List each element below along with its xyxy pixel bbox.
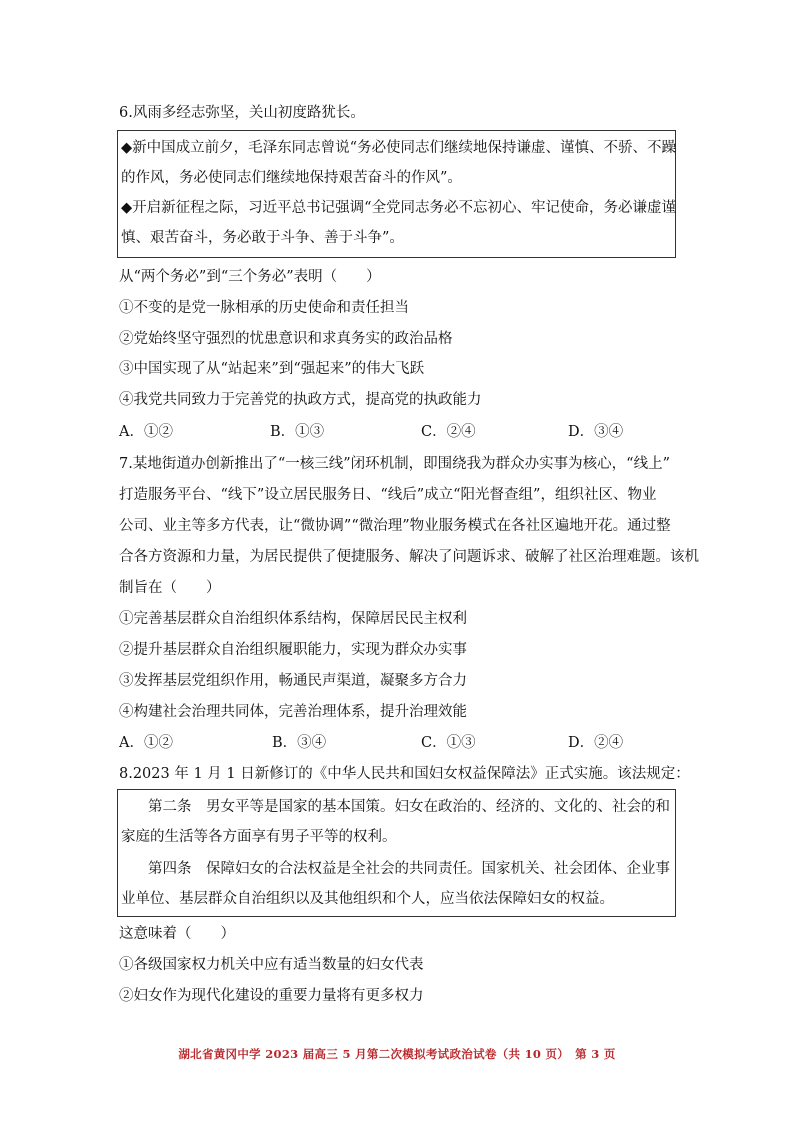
q7-item: ②提升基层群众自治组织履职能力，实现为群众办实事 [119, 642, 467, 658]
q8-box-line: 第四条 保障妇女的合法权益是全社会的共同责任。国家机关、社会团体、企业事 [148, 861, 670, 877]
q7-option-b[interactable]: B．③④ [272, 735, 327, 751]
q6-option-b[interactable]: B．①③ [270, 424, 325, 440]
q8-stem: 这意味着（ ） [119, 926, 235, 942]
q7-option-d[interactable]: D．②④ [568, 735, 624, 751]
q7-stem-line: 制旨在（ ） [119, 580, 221, 596]
q6-item: ②党始终坚守强烈的忧患意识和求真务实的政治品格 [119, 331, 453, 347]
q6-title: 6.风雨多经志弥坚，关山初度路犹长。 [119, 105, 365, 121]
q7-option-a[interactable]: A．①② [119, 735, 173, 751]
q8-box-line: 第二条 男女平等是国家的基本国策。妇女在政治的、经济的、文化的、社会的和 [148, 799, 670, 815]
q8-item: ①各级国家权力机关中应有适当数量的妇女代表 [119, 957, 424, 973]
q8-box-line: 业单位、基层群众自治组织以及其他组织和个人，应当依法保障妇女的权益。 [121, 891, 614, 907]
q6-item: ①不变的是党一脉相承的历史使命和责任担当 [119, 300, 409, 316]
q8-law-box [117, 789, 676, 917]
page-footer: 湖北省黄冈中学 2023 届高三 5 月第二次模拟考试政治试卷（共 10 页） 第 3 页 [178, 1047, 616, 1061]
q8-item: ②妇女作为现代化建设的重要力量将有更多权力 [119, 988, 424, 1004]
q6-option-a[interactable]: A．①② [119, 424, 173, 440]
q6-box-line: ◆新中国成立前夕，毛泽东同志曾说“务必使同志们继续地保持谦虚、谨慎、不骄、不躁 [121, 140, 677, 156]
q6-box-line: 慎、艰苦奋斗，务必敢于斗争、善于斗争”。 [121, 230, 404, 246]
q6-item: ③中国实现了从“站起来”到“强起来”的伟大飞跃 [119, 361, 425, 377]
q7-option-c[interactable]: C．①③ [421, 735, 476, 751]
q6-stem: 从“两个务必”到“三个务必”表明（ ） [119, 269, 381, 285]
q6-box-line: ◆开启新征程之际，习近平总书记强调“全党同志务必不忘初心、牢记使命，务必谦虚谨 [121, 200, 677, 216]
q6-item: ④我党共同致力于完善党的执政方式，提高党的执政能力 [119, 392, 482, 408]
q6-option-d[interactable]: D．③④ [568, 424, 624, 440]
q7-stem-line: 7.某地街道办创新推出了“一核三线”闭环机制，即围绕我为群众办实事为核心，“线上” [119, 456, 670, 472]
q6-option-c[interactable]: C．②④ [421, 424, 476, 440]
q7-stem-line: 公司、业主等多方代表，让“微协调”“微治理”物业服务模式在各社区遍地开花。通过整 [119, 518, 671, 534]
q7-stem-line: 合各方资源和力量，为居民提供了便捷服务、解决了问题诉求、破解了社区治理难题。该机 [119, 549, 699, 565]
q6-box-line: 的作风，务必使同志们继续地保持艰苦奋斗的作风”。 [121, 170, 462, 186]
q7-item: ③发挥基层党组织作用，畅通民声渠道，凝聚多方合力 [119, 673, 467, 689]
q7-stem-line: 打造服务平台、“线下”设立居民服务日、“线后”成立“阳光督查组”，组织社区、物业 [119, 487, 657, 503]
q7-item: ④构建社会治理共同体，完善治理体系，提升治理效能 [119, 704, 467, 720]
q7-item: ①完善基层群众自治组织体系结构，保障居民民主权利 [119, 611, 467, 627]
q8-title: 8.2023 年 1 月 1 日新修订的《中华人民共和国妇女权益保障法》正式实施。该法规定： [119, 766, 690, 782]
q6-quote-box [117, 130, 676, 258]
q8-box-line: 家庭的生活等各方面享有男子平等的权利。 [121, 829, 397, 845]
